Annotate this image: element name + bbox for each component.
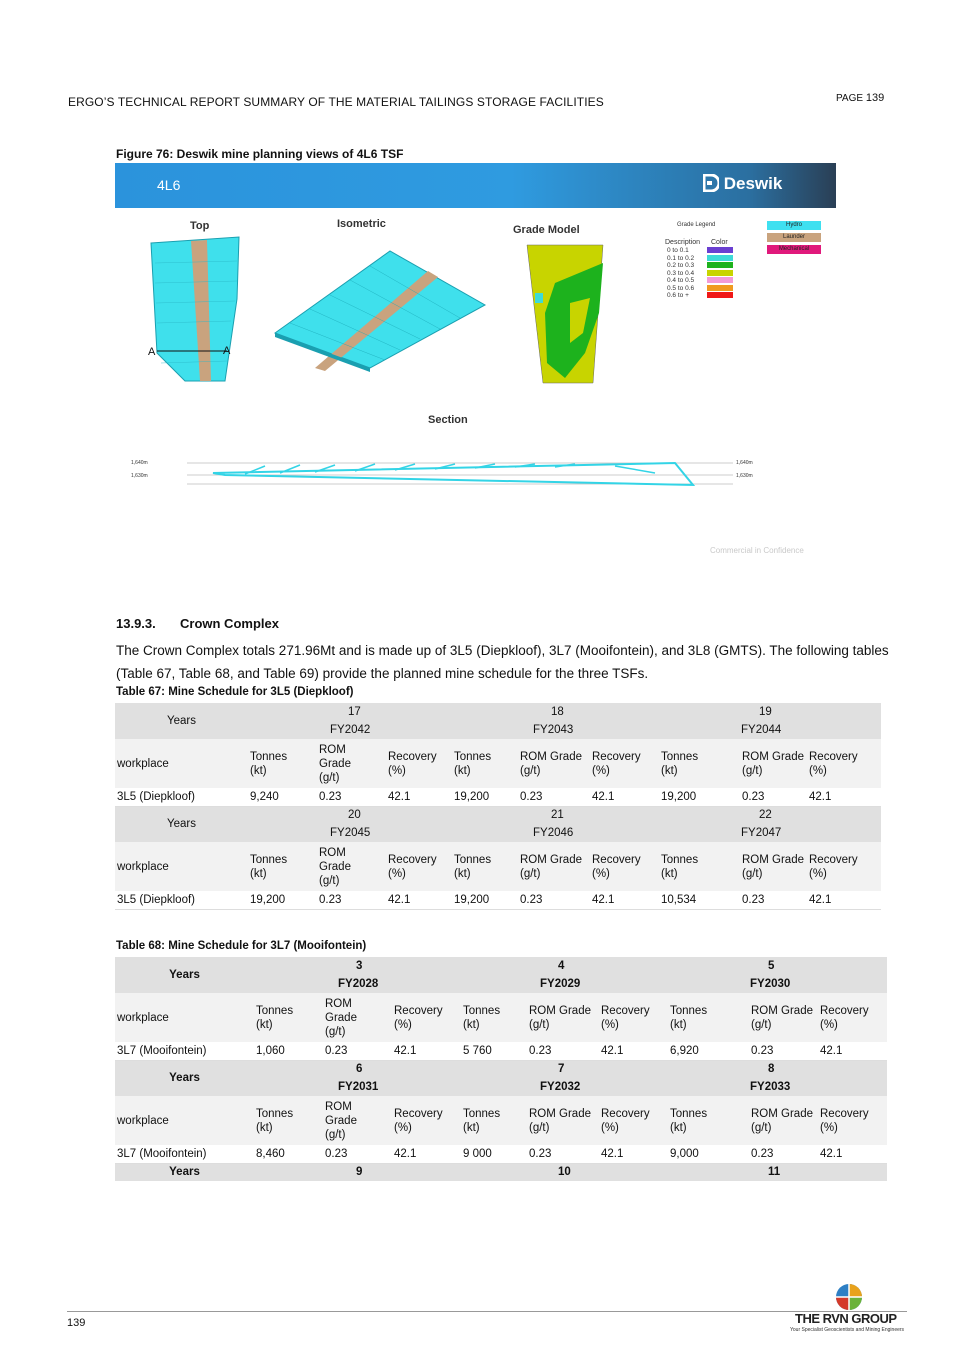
legend-row: 0.1 to 0.2 bbox=[667, 255, 733, 263]
elev-top-right: 1,640m bbox=[736, 460, 753, 466]
legend-swatch bbox=[707, 277, 733, 283]
elev-bot-right: 1,630m bbox=[736, 473, 753, 479]
table68 bbox=[115, 957, 887, 1181]
workplace-label: workplace bbox=[115, 1096, 254, 1145]
rvn-logo-text: THE RVN GROUP bbox=[795, 1311, 897, 1326]
column-header: Recovery (%) bbox=[818, 1096, 887, 1145]
years-row bbox=[115, 957, 887, 975]
table-cell: 0.23 bbox=[323, 1145, 392, 1163]
page-number: 139 bbox=[865, 92, 885, 104]
column-header: ROM Grade (g/t) bbox=[527, 1096, 599, 1145]
legend-swatch bbox=[707, 292, 733, 298]
elev-bot-left: 1,630m bbox=[131, 473, 148, 479]
header-row bbox=[115, 1096, 887, 1145]
table-cell: 6,920 bbox=[668, 1042, 749, 1060]
column-header: ROM Grade (g/t) bbox=[749, 993, 818, 1042]
legend-row: 0.4 to 0.5 bbox=[667, 277, 733, 285]
legend-row: 0 to 0.1 bbox=[667, 247, 733, 255]
report-title: ERGO’S TECHNICAL REPORT SUMMARY OF THE MATERIAL TAILINGS STORAGE FACILITIES bbox=[68, 95, 604, 109]
year-number: 20 bbox=[248, 806, 452, 824]
fiscal-year: FY2042 bbox=[248, 721, 452, 739]
legend-swatch bbox=[707, 247, 733, 253]
table-cell: 0.23 bbox=[317, 788, 386, 806]
table-cell: 42.1 bbox=[590, 788, 659, 806]
grade-model-drawing bbox=[527, 245, 603, 383]
fiscal-year: FY2047 bbox=[659, 824, 881, 842]
column-header: ROM Grade (g/t) bbox=[323, 1096, 392, 1145]
column-header: ROM Grade (g/t) bbox=[317, 739, 386, 788]
deswik-brand: Deswik bbox=[723, 174, 783, 193]
view-section-label: Section bbox=[428, 414, 468, 426]
fiscal-year: FY2043 bbox=[452, 721, 659, 739]
table-cell: 3L7 (Mooifontein) bbox=[115, 1042, 254, 1060]
table-cell: 0.23 bbox=[749, 1145, 818, 1163]
table67 bbox=[115, 703, 881, 910]
years-label: Years bbox=[115, 957, 254, 993]
column-header: Recovery (%) bbox=[386, 842, 452, 891]
column-header: Recovery (%) bbox=[392, 1096, 461, 1145]
column-header: ROM Grade (g/t) bbox=[323, 993, 392, 1042]
header-row bbox=[115, 993, 887, 1042]
table-cell: 19,200 bbox=[248, 891, 317, 909]
fiscal-year: FY2031 bbox=[254, 1078, 461, 1096]
isometric-view-drawing bbox=[275, 251, 485, 372]
figure-drawings bbox=[115, 163, 836, 563]
years-row bbox=[115, 806, 881, 824]
year-number: 10 bbox=[461, 1163, 668, 1181]
table-cell: 42.1 bbox=[599, 1145, 668, 1163]
column-header: Recovery (%) bbox=[590, 739, 659, 788]
page-prefix: PAGE bbox=[836, 93, 864, 104]
table-cell: 0.23 bbox=[317, 891, 386, 909]
workplace-label: workplace bbox=[115, 993, 254, 1042]
column-header: ROM Grade (g/t) bbox=[518, 842, 590, 891]
table67-caption: Table 67: Mine Schedule for 3L5 (Diepkloof) bbox=[116, 686, 354, 698]
fiscal-year: FY2032 bbox=[461, 1078, 668, 1096]
column-header: Tonnes (kt) bbox=[248, 842, 317, 891]
table-cell: 1,060 bbox=[254, 1042, 323, 1060]
column-header: Recovery (%) bbox=[599, 993, 668, 1042]
table-row bbox=[115, 1145, 887, 1163]
legend-color-header: Color bbox=[711, 239, 728, 246]
table-cell: 42.1 bbox=[590, 891, 659, 909]
years-label: Years bbox=[115, 806, 248, 842]
fiscal-year: FY2046 bbox=[452, 824, 659, 842]
year-number: 7 bbox=[461, 1060, 668, 1078]
table-cell: 9,240 bbox=[248, 788, 317, 806]
footer-page-number: 139 bbox=[67, 1317, 86, 1329]
column-header: Tonnes (kt) bbox=[254, 1096, 323, 1145]
top-view-drawing bbox=[151, 237, 239, 381]
legend-swatch bbox=[707, 262, 733, 268]
table-cell: 0.23 bbox=[527, 1042, 599, 1060]
year-number: 3 bbox=[254, 957, 461, 975]
column-header: Recovery (%) bbox=[386, 739, 452, 788]
years-label: Years bbox=[115, 703, 248, 739]
type-legend-item: Mechanical bbox=[767, 245, 821, 254]
column-header: ROM Grade (g/t) bbox=[749, 1096, 818, 1145]
year-number: 21 bbox=[452, 806, 659, 824]
year-number: 11 bbox=[668, 1163, 887, 1181]
legend-swatch bbox=[707, 270, 733, 276]
table-cell: 42.1 bbox=[807, 788, 881, 806]
view-iso-label: Isometric bbox=[337, 218, 386, 230]
column-header: ROM Grade (g/t) bbox=[518, 739, 590, 788]
table-cell: 42.1 bbox=[386, 788, 452, 806]
deswik-figure bbox=[115, 163, 836, 563]
table-cell: 5 760 bbox=[461, 1042, 527, 1060]
table-cell: 19,200 bbox=[452, 788, 518, 806]
legend-row: 0.5 to 0.6 bbox=[667, 285, 733, 293]
section-marker-right: A bbox=[223, 345, 231, 357]
column-header: ROM Grade (g/t) bbox=[527, 993, 599, 1042]
section-paragraph: The Crown Complex totals 271.96Mt and is made up of 3L5 (Diepkloof), 3L7 (Mooifontein), and 3L8 (GMTS). The following tables (Table 67, Table 68, and Table 69) provide the planned mine schedule for the three TSFs. bbox=[116, 643, 889, 681]
table-cell: 0.23 bbox=[740, 788, 807, 806]
section-heading bbox=[116, 616, 279, 631]
section-number: 13.9.3. bbox=[116, 616, 156, 631]
table-cell: 0.23 bbox=[518, 788, 590, 806]
column-header: ROM Grade (g/t) bbox=[317, 842, 386, 891]
year-number: 17 bbox=[248, 703, 452, 721]
table-cell: 0.23 bbox=[749, 1042, 818, 1060]
fiscal-year: FY2033 bbox=[668, 1078, 887, 1096]
column-header: Recovery (%) bbox=[807, 739, 881, 788]
year-number: 5 bbox=[668, 957, 887, 975]
column-header: Tonnes (kt) bbox=[452, 739, 518, 788]
table-row bbox=[115, 788, 881, 806]
table-row bbox=[115, 891, 881, 909]
table-cell: 8,460 bbox=[254, 1145, 323, 1163]
column-header: Recovery (%) bbox=[818, 993, 887, 1042]
type-legend bbox=[767, 221, 821, 257]
legend-row: 0.6 to + bbox=[667, 292, 733, 300]
table-cell: 3L5 (Diepkloof) bbox=[115, 788, 248, 806]
years-label: Years bbox=[115, 1060, 254, 1096]
legend-title: Grade Legend bbox=[677, 222, 716, 228]
type-legend-item: Hydro bbox=[767, 221, 821, 230]
confidential-note: Commercial in Confidence bbox=[710, 546, 804, 555]
years-row-partial bbox=[115, 1163, 887, 1181]
table-cell: 9 000 bbox=[461, 1145, 527, 1163]
years-row bbox=[115, 703, 881, 721]
legend-desc-header: Description bbox=[665, 239, 701, 246]
section-marker-left: A bbox=[148, 346, 156, 358]
table-cell: 10,534 bbox=[659, 891, 740, 909]
elev-top-left: 1,640m bbox=[131, 460, 148, 466]
table-cell: 0.23 bbox=[527, 1145, 599, 1163]
header-row bbox=[115, 739, 881, 788]
column-header: Tonnes (kt) bbox=[248, 739, 317, 788]
rvn-logo-icon bbox=[834, 1282, 864, 1312]
column-header: Recovery (%) bbox=[599, 1096, 668, 1145]
year-number: 6 bbox=[254, 1060, 461, 1078]
legend-row: 0.2 to 0.3 bbox=[667, 262, 733, 270]
workplace-label: workplace bbox=[115, 739, 248, 788]
table-cell: 42.1 bbox=[818, 1145, 887, 1163]
table68-caption: Table 68: Mine Schedule for 3L7 (Mooifontein) bbox=[116, 940, 367, 952]
column-header: Tonnes (kt) bbox=[461, 993, 527, 1042]
tsf-code: 4L6 bbox=[157, 177, 181, 193]
figure-caption: Figure 76: Deswik mine planning views of 4L6 TSF bbox=[116, 147, 404, 161]
table-cell: 3L5 (Diepkloof) bbox=[115, 891, 248, 909]
header-row bbox=[115, 842, 881, 891]
column-header: Tonnes (kt) bbox=[452, 842, 518, 891]
fiscal-year: FY2029 bbox=[461, 975, 668, 993]
table-cell: 9,000 bbox=[668, 1145, 749, 1163]
view-grade-label: Grade Model bbox=[513, 224, 580, 236]
fiscal-year: FY2030 bbox=[668, 975, 887, 993]
table-cell: 0.23 bbox=[323, 1042, 392, 1060]
fiscal-year: FY2044 bbox=[659, 721, 881, 739]
years-label: Years bbox=[115, 1163, 254, 1181]
fiscal-year: FY2028 bbox=[254, 975, 461, 993]
year-number: 22 bbox=[659, 806, 881, 824]
legend-swatch bbox=[707, 285, 733, 291]
year-number: 8 bbox=[668, 1060, 887, 1078]
table-cell: 42.1 bbox=[599, 1042, 668, 1060]
type-legend-item: Launder bbox=[767, 233, 821, 242]
column-header: Tonnes (kt) bbox=[461, 1096, 527, 1145]
legend-rows bbox=[667, 247, 733, 300]
table-cell: 42.1 bbox=[392, 1145, 461, 1163]
rvn-tagline: Your Specialist Geoscientists and Mining Engineers bbox=[790, 1327, 905, 1333]
legend-row: 0.3 to 0.4 bbox=[667, 270, 733, 278]
column-header: Tonnes (kt) bbox=[668, 993, 749, 1042]
column-header: Tonnes (kt) bbox=[659, 842, 740, 891]
view-top-label: Top bbox=[190, 220, 210, 232]
year-number: 18 bbox=[452, 703, 659, 721]
table-cell: 19,200 bbox=[659, 788, 740, 806]
column-header: ROM Grade (g/t) bbox=[740, 739, 807, 788]
table-cell: 42.1 bbox=[818, 1042, 887, 1060]
table-cell: 0.23 bbox=[740, 891, 807, 909]
table-cell: 42.1 bbox=[386, 891, 452, 909]
table-cell: 42.1 bbox=[807, 891, 881, 909]
table-cell: 0.23 bbox=[518, 891, 590, 909]
section-title: Crown Complex bbox=[180, 616, 279, 631]
header-page bbox=[836, 92, 884, 104]
table-row bbox=[115, 1042, 887, 1060]
column-header: Recovery (%) bbox=[807, 842, 881, 891]
column-header: Recovery (%) bbox=[392, 993, 461, 1042]
column-header: Tonnes (kt) bbox=[254, 993, 323, 1042]
year-number: 19 bbox=[659, 703, 881, 721]
workplace-label: workplace bbox=[115, 842, 248, 891]
section-drawing bbox=[187, 463, 733, 485]
year-number: 9 bbox=[254, 1163, 461, 1181]
table-cell: 19,200 bbox=[452, 891, 518, 909]
column-header: Recovery (%) bbox=[590, 842, 659, 891]
table-cell: 3L7 (Mooifontein) bbox=[115, 1145, 254, 1163]
years-row bbox=[115, 1060, 887, 1078]
legend-swatch bbox=[707, 255, 733, 261]
year-number: 4 bbox=[461, 957, 668, 975]
table-cell: 42.1 bbox=[392, 1042, 461, 1060]
column-header: ROM Grade (g/t) bbox=[740, 842, 807, 891]
column-header: Tonnes (kt) bbox=[659, 739, 740, 788]
column-header: Tonnes (kt) bbox=[668, 1096, 749, 1145]
fiscal-year: FY2045 bbox=[248, 824, 452, 842]
footer-rule bbox=[67, 1311, 907, 1312]
